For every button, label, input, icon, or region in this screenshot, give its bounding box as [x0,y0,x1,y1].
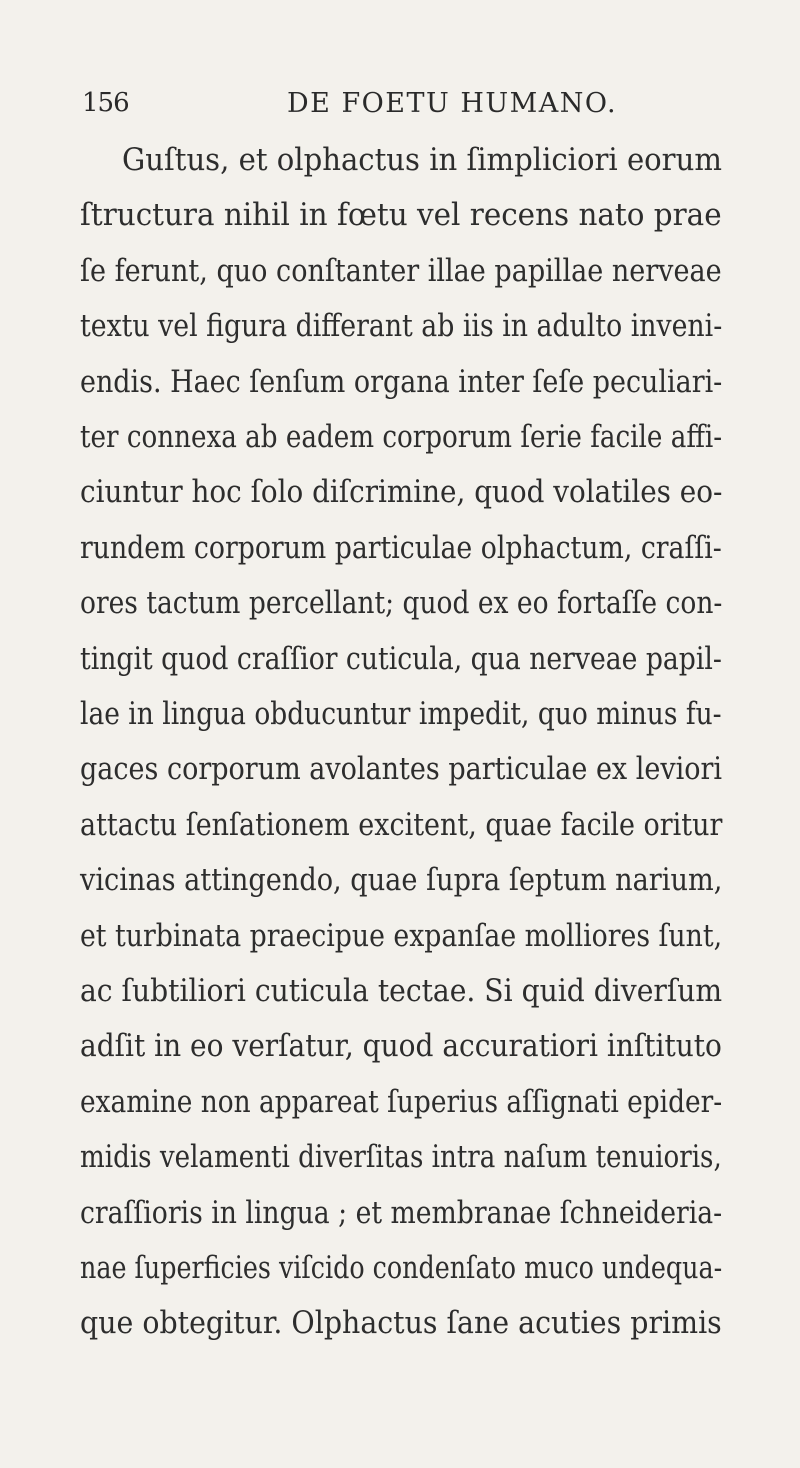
text-line-5: endis. Haec ſenſum organa inter ſeſe peculiari- [80,364,723,400]
text-line-6: ter connexa ab eadem corporum ſerie facile affi- [80,420,723,455]
text-line-1: Guſtus, et olphactus in ſimpliciori eorum [122,143,722,178]
text-line-15: et turbinata praecipue expanſae molliores ſunt, [80,918,723,954]
text-line-7: ciuntur hoc ſolo diſcrimine, quod volatiles eo- [80,475,723,511]
text-line-9: ores tactum percellant; quod ex eo fortaſſe con- [80,586,723,622]
text-line-2: ſtructura nihil in fœtu vel recens nato prae [80,198,722,234]
text-line-14: vicinas attingendo, quae ſupra ſeptum narium, [80,863,723,899]
text-line-11: lae in lingua obducuntur impedit, quo minus fu- [80,697,722,732]
text-line-10: tingit quod craſſior cuticula, qua nerveae papil- [80,641,722,677]
text-line-19: midis velamenti diverſitas intra naſum tenuioris, [80,1140,722,1176]
text-line-16: ac ſubtiliori cuticula tectae. Si quid diverſum [80,974,723,1009]
text-line-18: examine non appareat ſuperius aſſignati epider- [80,1084,723,1120]
text-line-8: rundem corporum particulae olphactum, craſſi- [80,530,722,566]
page-header [82,88,722,128]
page-number: 156 [82,88,129,118]
running-head: DE FOETU HUMANO. [287,88,618,119]
text-line-4: textu vel figura differant ab iis in adulto inveni- [80,309,723,345]
text-line-17: adſit in eo verſatur, quod accuratiori inſtituto [80,1029,722,1065]
text-line-21: nae ſuperficies viſcido condenſato muco undequa- [80,1251,723,1286]
text-line-22: que obtegitur. Olphactus ſane acuties primis [80,1306,722,1342]
text-line-3: ſe ferunt, quo conſtanter illae papillae nerveae [80,253,722,289]
text-line-13: attactu ſenſationem excitent, quae facile oritur [80,807,723,843]
text-line-12: gaces corporum avolantes particulae ex leviori [80,752,723,788]
text-line-20: craſſioris in lingua ; et membranae ſchneideria- [80,1195,723,1231]
